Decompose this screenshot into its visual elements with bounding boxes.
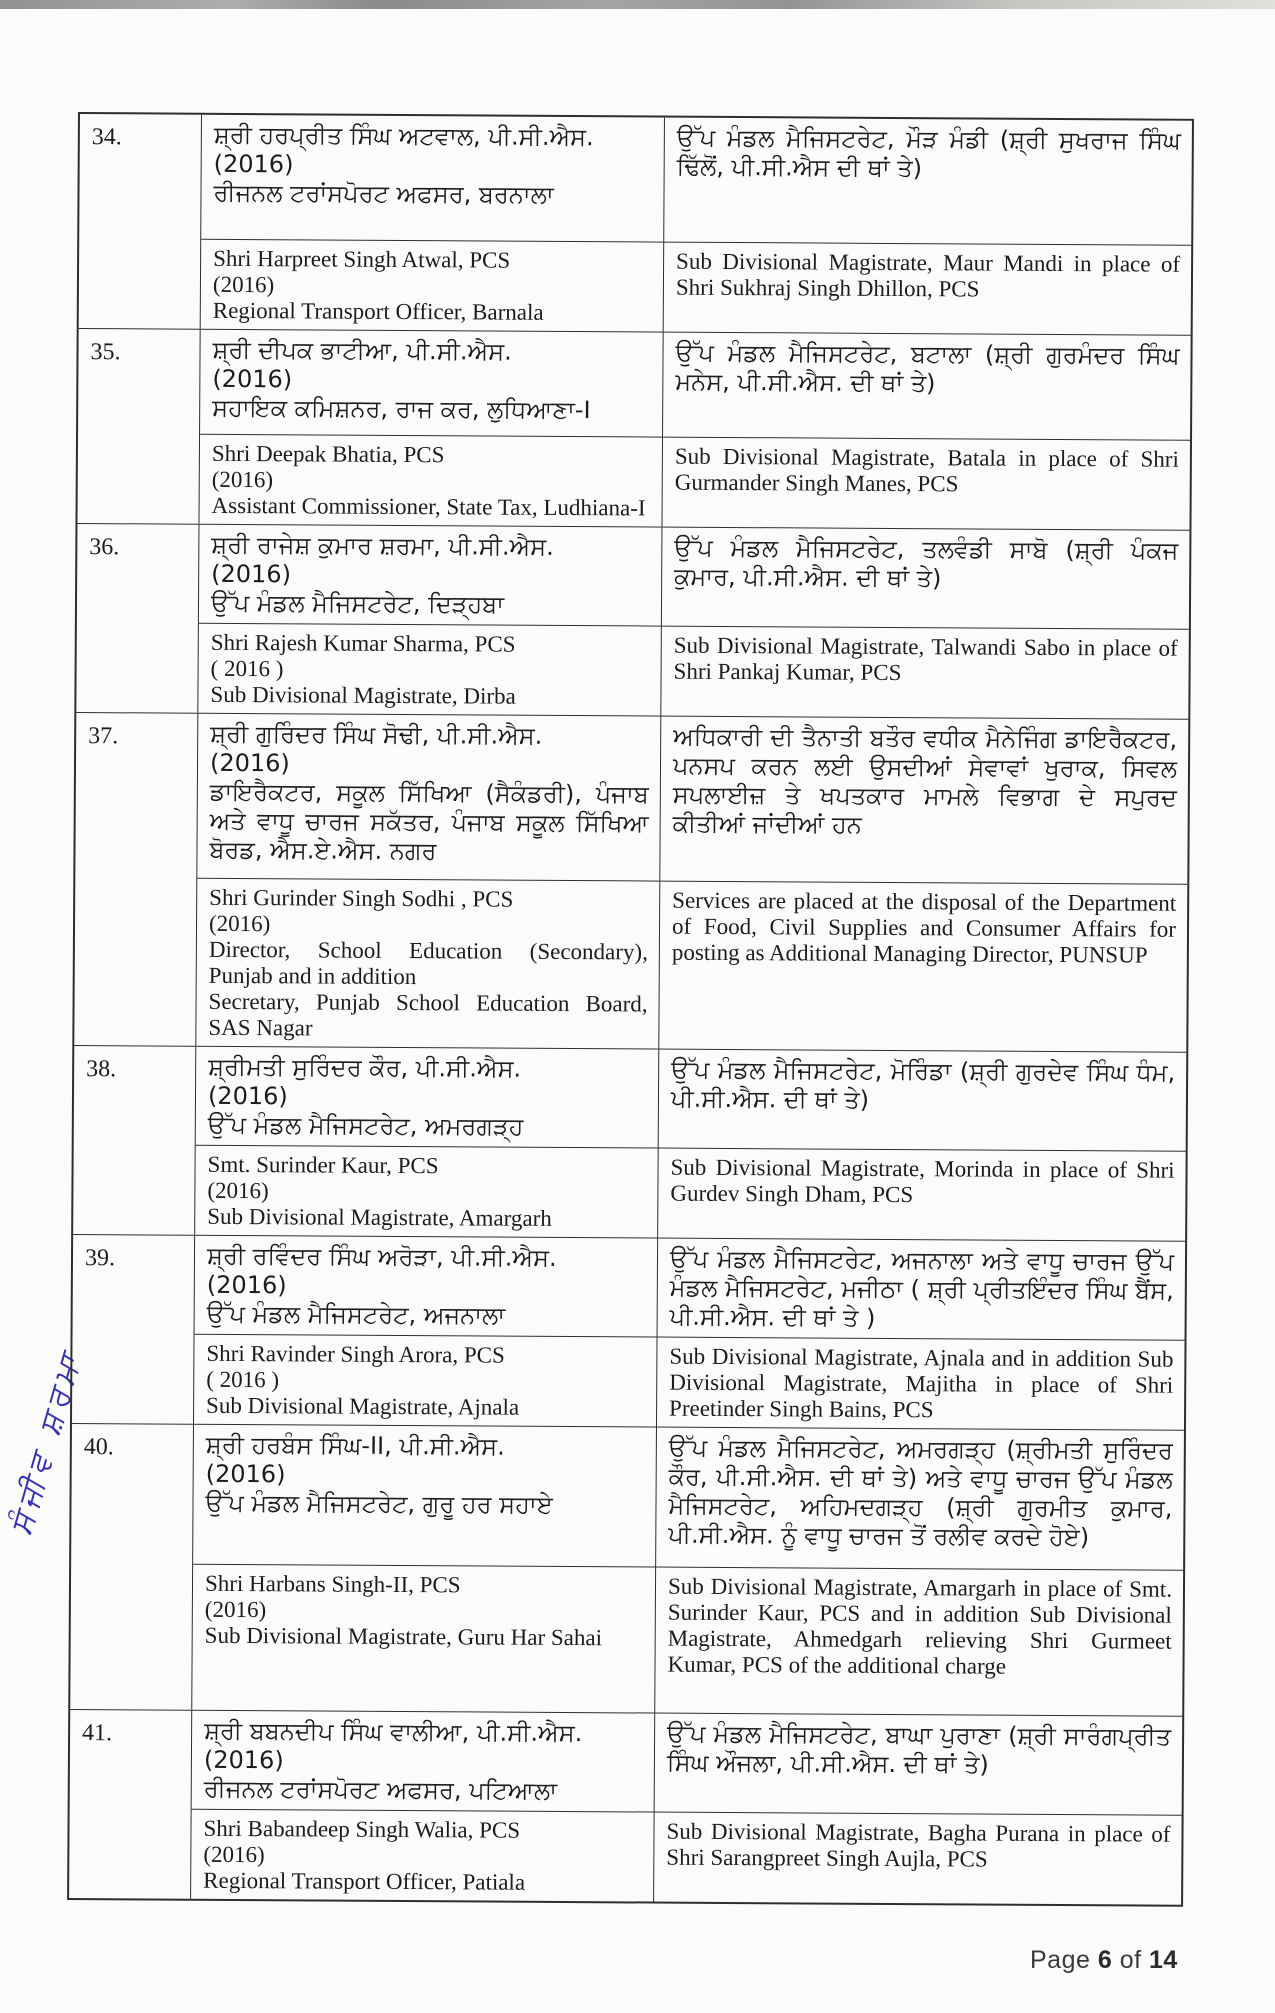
footer-page-number: 6 xyxy=(1097,1946,1113,1974)
posting-cell-punjabi: ਉੱਪ ਮੰਡਲ ਮੈਜਿਸਟਰੇਟ, ਅਜਨਾਲਾ ਅਤੇ ਵਾਧੂ ਚਾਰਜ ਉੱਪ ਮੰਡਲ ਮੈਜਿਸਟਰੇਟ, ਮਜੀਠਾ ( ਸ਼੍ਰੀ ਪ੍ਰੀਤਇੰਦਰ ਸਿੰਘ ਬੈਂਸ, ਪੀ.ਸੀ.ਐਸ. ਦੀ ਥਾਂ ਤੇ ) xyxy=(657,1239,1186,1341)
posting-cell-english: Sub Divisional Magistrate, Amargarh in place of Smt. Surinder Kaur, PCS and in addition Sub Divisional Magistrate, Ahmedgarh relieving Shri Gurmeet Kumar, PCS of the additional charge xyxy=(654,1568,1183,1716)
footer-prefix: Page xyxy=(1030,1946,1098,1974)
posting-cell-english: Sub Divisional Magistrate, Maur Mandi in place of Shri Sukhraj Singh Dhillon, PCS xyxy=(663,243,1192,335)
page-footer xyxy=(1030,1946,1178,1975)
margin-handwriting-note: ਸੰਜੀਵ ਸ਼ਰਮਾ xyxy=(2,1345,91,1539)
table-row xyxy=(70,1424,1184,1717)
officer-cell-punjabi: ਸ਼੍ਰੀ ਰਵਿੰਦਰ ਸਿੰਘ ਅਰੋੜਾ, ਪੀ.ਸੀ.ਐਸ. (2016) ਉੱਪ ਮੰਡਲ ਮੈਜਿਸਟਰੇਟ, ਅਜਨਾਲਾ xyxy=(195,1236,658,1338)
footer-of: of xyxy=(1112,1946,1149,1974)
posting-cell-punjabi: ਅਧਿਕਾਰੀ ਦੀ ਤੈਨਾਤੀ ਬਤੌਰ ਵਧੀਕ ਮੈਨੇਜਿੰਗ ਡਾਇਰੈਕਟਰ, ਪਨਸਪ ਕਰਨ ਲਈ ਉਸਦੀਆਂ ਸੇਵਾਵਾਂ ਖੁਰਾਕ, ਸਿਵਲ ਸਪਲਾਈਜ਼ ਤੇ ਖਪਤਕਾਰ ਮਾਮਲੇ ਵਿਭਾਗ ਦੇ ਸਪੁਰਦ ਕੀਤੀਆਂ ਜਾਂਦੀਆਂ ਹਨ xyxy=(659,717,1188,885)
serial-cell: 41. xyxy=(69,1710,192,1899)
footer-total-pages: 14 xyxy=(1149,1946,1178,1974)
posting-cell-english: Sub Divisional Magistrate, Bagha Purana in place of Shri Sarangpreet Singh Aujla, PCS xyxy=(653,1813,1182,1905)
officer-cell-punjabi: ਸ਼੍ਰੀ ਰਾਜੇਸ਼ ਕੁਮਾਰ ਸ਼ਰਮਾ, ਪੀ.ਸੀ.ਐਸ. (2016) ਉੱਪ ਮੰਡਲ ਮੈਜਿਸਟਰੇਟ, ਦਿੜ੍ਹਬਾ xyxy=(199,525,662,627)
posting-cell-punjabi: ਉੱਪ ਮੰਡਲ ਮੈਜਿਸਟਰੇਟ, ਮੋਰਿੰਡਾ (ਸ਼੍ਰੀ ਗੁਰਦੇਵ ਸਿੰਘ ਧੰਮ, ਪੀ.ਸੀ.ਐਸ. ਦੀ ਥਾਂ ਤੇ) xyxy=(658,1050,1187,1152)
serial-cell: 35. xyxy=(77,329,200,524)
scan-artifact-top-edge xyxy=(0,0,1275,9)
serial-cell: 34. xyxy=(79,114,202,329)
table-row xyxy=(72,1235,1185,1431)
officer-cell-english: Shri Deepak Bhatia, PCS (2016) Assistant Commissioner, State Tax, Ludhiana-I xyxy=(211,440,646,521)
posting-cell-english: Sub Divisional Magistrate, Ajnala and in addition Sub Divisional Magistrate, Majitha in place of Shri Preetinder Singh Bains, PCS xyxy=(656,1338,1185,1430)
posting-cell-english: Sub Divisional Magistrate, Talwandi Sabo in place of Shri Pankaj Kumar, PCS xyxy=(660,627,1189,719)
table-row xyxy=(74,713,1188,1053)
officer-cell-punjabi: ਸ਼੍ਰੀ ਦੀਪਕ ਭਾਟੀਆ, ਪੀ.ਸੀ.ਐਸ. (2016) ਸਹਾਇਕ ਕਮਿਸ਼ਨਰ, ਰਾਜ ਕਰ, ਲੁਧਿਆਣਾ-I xyxy=(200,330,663,438)
officer-cell-english: Smt. Surinder Kaur, PCS (2016) Sub Divisional Magistrate, Amargarh xyxy=(207,1151,552,1231)
officer-cell-english: Shri Gurinder Singh Sodhi , PCS (2016) Director, School Education (Secondary), Punjab and in addition Secretary, Punjab School Education Board, SAS Nagar xyxy=(208,884,648,1041)
officer-cell-punjabi: ਸ਼੍ਰੀ ਹਰਪ੍ਰੀਤ ਸਿੰਘ ਅਟਵਾਲ, ਪੀ.ਸੀ.ਐਸ. (2016) ਰੀਜਨਲ ਟਰਾਂਸਪੋਰਟ ਅਫਸਰ, ਬਰਨਾਲਾ xyxy=(201,115,664,243)
posting-cell-punjabi: ਉੱਪ ਮੰਡਲ ਮੈਜਿਸਟਰੇਟ, ਬਟਾਲਾ (ਸ਼੍ਰੀ ਗੁਰਮੰਦਰ ਸਿੰਘ ਮਨੇਸ, ਪੀ.ਸੀ.ਐਸ. ਦੀ ਥਾਂ ਤੇ) xyxy=(662,333,1191,441)
posting-cell-english: Services are placed at the disposal of the Department of Food, Civil Supplies and Consumer Affairs for posting as Additional Managing Director, PUNSUP xyxy=(658,882,1187,1052)
posting-cell-english: Sub Divisional Magistrate, Morinda in place of Shri Gurdev Singh Dham, PCS xyxy=(657,1149,1186,1241)
posting-cell-punjabi: ਉੱਪ ਮੰਡਲ ਮੈਜਿਸਟਰੇਟ, ਬਾਘਾ ਪੁਰਾਣਾ (ਸ਼੍ਰੀ ਸਾਰੰਗਪ੍ਰੀਤ ਸਿੰਘ ਔਜਲਾ, ਪੀ.ਸੀ.ਐਸ. ਦੀ ਥਾਂ ਤੇ) xyxy=(654,1714,1183,1816)
posting-cell-english: Sub Divisional Magistrate, Batala in place of Shri Gurmander Singh Manes, PCS xyxy=(661,438,1190,530)
serial-cell: 39. xyxy=(72,1235,195,1424)
officer-cell-english: Shri Harpreet Singh Atwal, PCS (2016) Regional Transport Officer, Barnala xyxy=(212,245,544,325)
table-row xyxy=(76,524,1189,720)
posting-cell-punjabi: ਉੱਪ ਮੰਡਲ ਮੈਜਿਸਟਰੇਟ, ਮੌੜ ਮੰਡੀ (ਸ਼੍ਰੀ ਸੁਖਰਾਜ ਸਿੰਘ ਢਿੱਲੋਂ, ਪੀ.ਸੀ.ਐਸ ਦੀ ਥਾਂ ਤੇ) xyxy=(663,118,1192,246)
table-row xyxy=(77,329,1190,531)
posting-cell-punjabi: ਉੱਪ ਮੰਡਲ ਮੈਜਿਸਟਰੇਟ, ਤਲਵੰਡੀ ਸਾਬੋ (ਸ਼੍ਰੀ ਪੰਕਜ ਕੁਮਾਰ, ਪੀ.ਸੀ.ਐਸ. ਦੀ ਥਾਂ ਤੇ) xyxy=(661,528,1190,630)
transfer-orders-table xyxy=(67,112,1194,1907)
serial-cell: 36. xyxy=(76,524,199,713)
serial-cell: 37. xyxy=(74,713,198,1046)
serial-cell: 38. xyxy=(73,1046,196,1235)
table-row xyxy=(73,1046,1186,1242)
officer-cell-english: Shri Babandeep Singh Walia, PCS (2016) Regional Transport Officer, Patiala xyxy=(203,1815,526,1895)
officer-cell-english: Shri Harbans Singh-II, PCS (2016) Sub Divisional Magistrate, Guru Har Sahai xyxy=(204,1570,603,1651)
officer-cell-english: Shri Ravinder Singh Arora, PCS ( 2016 ) Sub Divisional Magistrate, Ajnala xyxy=(206,1340,520,1420)
officer-cell-punjabi: ਸ਼੍ਰੀ ਬਬਨਦੀਪ ਸਿੰਘ ਵਾਲੀਆ, ਪੀ.ਸੀ.ਐਸ. (2016) ਰੀਜਨਲ ਟਰਾਂਸਪੋਰਟ ਅਫਸਰ, ਪਟਿਆਲਾ xyxy=(192,1711,655,1813)
officer-cell-punjabi: ਸ਼੍ਰੀ ਗੁਰਿੰਦਰ ਸਿੰਘ ਸੋਢੀ, ਪੀ.ਸੀ.ਐਸ. (2016) ਡਾਇਰੈਕਟਰ, ਸਕੂਲ ਸਿੱਖਿਆ (ਸੈਕੰਡਰੀ), ਪੰਜਾਬ ਅਤੇ ਵਾਧੂ ਚਾਰਜ ਸਕੱਤਰ, ਪੰਜਾਬ ਸਕੂਲ ਸਿੱਖਿਆ ਬੋਰਡ, ਐਸ.ਏ.ਐਸ. ਨਗਰ xyxy=(197,714,660,882)
posting-cell-punjabi: ਉੱਪ ਮੰਡਲ ਮੈਜਿਸਟਰੇਟ, ਅਮਰਗੜ੍ਹ (ਸ਼੍ਰੀਮਤੀ ਸੁਰਿੰਦਰ ਕੌਰ, ਪੀ.ਸੀ.ਐਸ. ਦੀ ਥਾਂ ਤੇ) ਅਤੇ ਵਾਧੂ ਚਾਰਜ ਉੱਪ ਮੰਡਲ ਮੈਜਿਸਟਰੇਟ, ਅਹਿਮਦਗੜ੍ਹ (ਸ਼੍ਰੀ ਗੁਰਮੀਤ ਕੁਮਾਰ, ਪੀ.ਸੀ.ਐਸ. ਨੂੰ ਵਾਧੂ ਚਾਰਜ ਤੋਂ ਰਲੀਵ ਕਰਦੇ ਹੋਏ) xyxy=(655,1428,1184,1571)
table-row xyxy=(69,1710,1182,1905)
officer-cell-english: Shri Rajesh Kumar Sharma, PCS ( 2016 ) Sub Divisional Magistrate, Dirba xyxy=(210,629,516,709)
table-row xyxy=(79,114,1192,336)
officer-cell-punjabi: ਸ਼੍ਰੀਮਤੀ ਸੁਰਿੰਦਰ ਕੌਰ, ਪੀ.ਸੀ.ਐਸ. (2016) ਉੱਪ ਮੰਡਲ ਮੈਜਿਸਟਰੇਟ, ਅਮਰਗੜ੍ਹ xyxy=(196,1047,659,1149)
officer-cell-punjabi: ਸ਼੍ਰੀ ਹਰਬੰਸ ਸਿੰਘ-II, ਪੀ.ਸੀ.ਐਸ. (2016) ਉੱਪ ਮੰਡਲ ਮੈਜਿਸਟਰੇਟ, ਗੁਰੂ ਹਰ ਸਹਾਏ xyxy=(193,1425,656,1568)
serial-cell: 40. xyxy=(70,1424,194,1710)
